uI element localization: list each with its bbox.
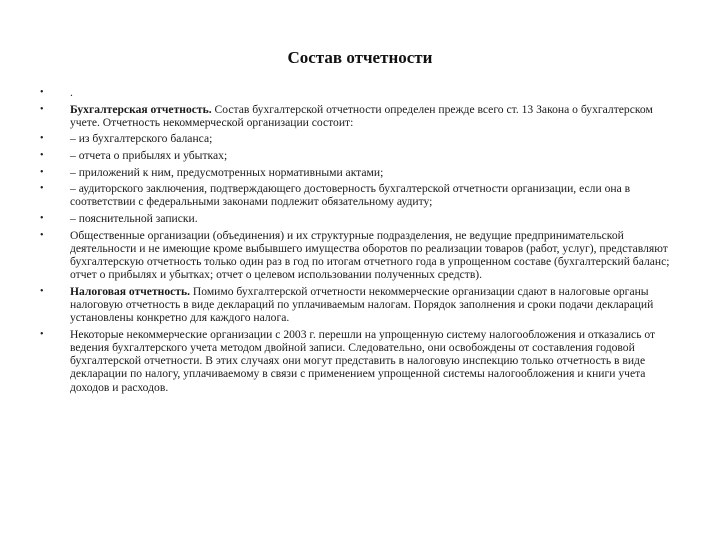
- item-text: Состав бухгалтерской отчетности определен прежде всего ст. 13 Закона о бухгалтерском учете. Отчетность некоммерческой организации состоит:: [70, 102, 653, 129]
- list-item: [40, 229, 680, 282]
- item-text: – приложений к ним, предусмотренных нормативными актами;: [70, 165, 384, 179]
- bullet-icon: •: [40, 229, 44, 241]
- list-item: [40, 132, 680, 145]
- bullet-icon: •: [40, 87, 44, 98]
- bullet-icon: •: [40, 133, 44, 145]
- item-text: Некоторые некоммерческие организации с 2003 г. перешли на упрощенную систему налогообложения и отказались от ведения бухгалтерского учета методом двойной записи. Следовательно, они освобождены от составления годовой бухгалтерской отчетности. В этих случаях они могут представить в налоговую инспекцию только отчетность в виде декларации по налогу, уплачиваемому в связи с применением упрощенной системы налогообложения и книги учета доходов и расходов.: [70, 327, 656, 394]
- list-item: [40, 86, 680, 99]
- bullet-icon: •: [40, 212, 44, 224]
- list-item: [40, 166, 680, 179]
- item-text: – отчета о прибылях и убытках;: [70, 148, 228, 162]
- bullet-icon: •: [40, 183, 44, 195]
- item-lead: Бухгалтерская отчетность.: [70, 102, 212, 116]
- slide-title: Состав отчетности: [287, 48, 433, 67]
- bullet-icon: •: [40, 166, 44, 178]
- list-item: [40, 328, 680, 394]
- bullet-icon: •: [40, 285, 44, 297]
- list-item: [40, 103, 680, 129]
- list-item: [40, 285, 680, 325]
- item-text: – аудиторского заключения, подтверждающего достоверность бухгалтерской отчетности организации, если она в соответствии с федеральными законами подлежит обязательному аудиту;: [70, 182, 631, 209]
- item-text: Помимо бухгалтерской отчетности некоммерческие организации сдают в налоговые органы налоговую отчетность в виде деклараций по уплачиваемым налогам. Порядок заполнения и сроки подачи деклараций установлены конкретно для каждого налога.: [70, 284, 654, 325]
- item-text: – из бухгалтерского баланса;: [70, 132, 213, 146]
- list-item: [40, 212, 680, 225]
- item-lead: Налоговая отчетность.: [70, 284, 190, 298]
- bullet-list: [40, 86, 680, 397]
- list-item: [40, 182, 680, 208]
- bullet-icon: •: [40, 149, 44, 161]
- list-item: [40, 149, 680, 162]
- item-text: – пояснительной записки.: [70, 211, 198, 225]
- item-text: .: [70, 86, 73, 99]
- bullet-icon: •: [40, 328, 44, 340]
- item-text: Общественные организации (объединения) и их структурные подразделения, не ведущие предпринимательской деятельности и не имеющие кроме выбывшего имущества оборотов по реализации товаров (работ, услуг), представляют бухгалтерскую отчетность только один раз в год по итогам отчетного года в упрощенном составе (бухгалтерский баланс; отчет о прибылях и убытках; отчет о целевом использовании полученных средств).: [70, 228, 670, 282]
- bullet-icon: •: [40, 103, 44, 115]
